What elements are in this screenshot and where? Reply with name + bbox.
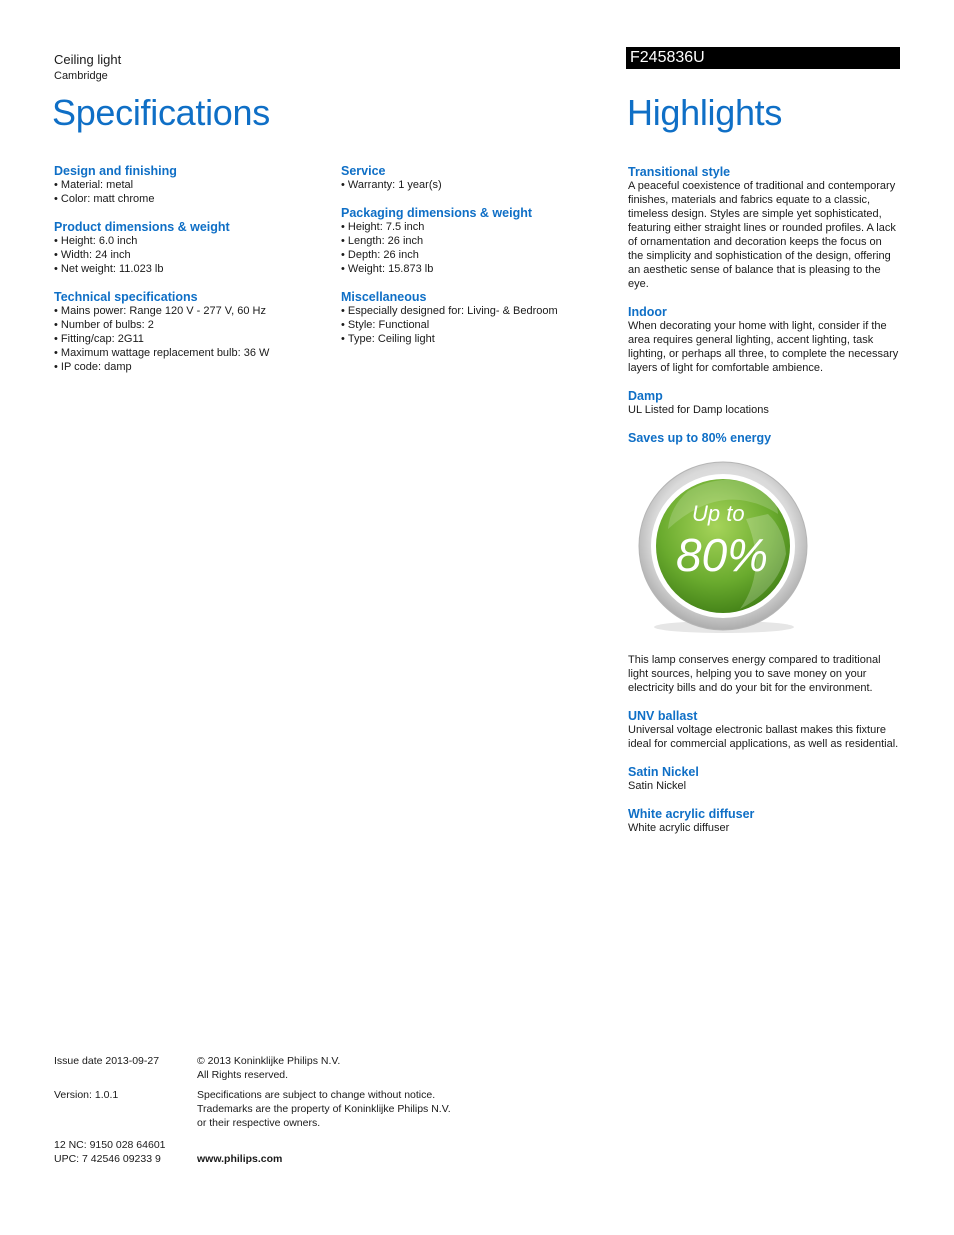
highlight-title: White acrylic diffuser <box>628 807 755 821</box>
specs-column-2 <box>341 164 601 346</box>
spec-item: • Maximum wattage replacement bulb: 36 W <box>54 346 324 360</box>
spec-item: • Length: 26 inch <box>341 234 601 248</box>
highlight-title: Damp <box>628 389 663 403</box>
spec-section-title: Design and finishing <box>54 164 177 178</box>
spec-list <box>54 178 324 206</box>
spec-item: • Type: Ceiling light <box>341 332 601 346</box>
specifications-title: Specifications <box>52 92 270 133</box>
spec-section-title: Service <box>341 164 386 178</box>
product-type: Ceiling light <box>54 52 122 67</box>
highlights-title: Highlights <box>627 92 783 133</box>
issue-date: Issue date 2013-09-27 <box>54 1055 160 1067</box>
highlight-text: Universal voltage electronic ballast makes this fixture ideal for commercial applications, as well as residential. <box>628 724 899 750</box>
highlight-title: Transitional style <box>628 165 731 179</box>
spec-item: • Style: Functional <box>341 318 601 332</box>
spec-item: • Height: 7.5 inch <box>341 220 601 234</box>
spec-item: • Weight: 15.873 lb <box>341 262 601 276</box>
energy-badge <box>628 459 818 639</box>
specs-column-1 <box>54 164 324 374</box>
highlight-text: Satin Nickel <box>628 780 687 792</box>
badge-up-to-text: Up to <box>692 501 745 526</box>
highlight-text: White acrylic diffuser <box>628 822 730 834</box>
energy-badge-icon <box>628 459 818 639</box>
highlight-text: When decorating your home with light, consider if the area requires general lighting, accent lighting, task lighting, or perhaps all three, to complete the necessary layers of light for comfortable ambience. <box>628 320 899 374</box>
spec-list <box>341 220 601 276</box>
spec-section-title: Miscellaneous <box>341 290 427 304</box>
spec-item: • Warranty: 1 year(s) <box>341 178 601 192</box>
nc-code: 12 NC: 9150 028 64601 <box>54 1139 166 1151</box>
upc-code: UPC: 7 42546 09233 9 <box>54 1153 161 1165</box>
highlight-title: Satin Nickel <box>628 765 699 779</box>
highlight-title: Saves up to 80% energy <box>628 431 772 445</box>
spec-item: • Color: matt chrome <box>54 192 324 206</box>
spec-item: • Fitting/cap: 2G11 <box>54 332 324 346</box>
spec-section-title: Product dimensions & weight <box>54 220 230 234</box>
copyright-line-1: © 2013 Koninklijke Philips N.V. <box>197 1055 341 1067</box>
spec-list <box>341 178 601 192</box>
highlights-column <box>628 165 900 835</box>
spec-item: • Width: 24 inch <box>54 248 324 262</box>
spec-item: • Depth: 26 inch <box>341 248 601 262</box>
spec-item: • Mains power: Range 120 V - 277 V, 60 Hz <box>54 304 324 318</box>
spec-item: • Number of bulbs: 2 <box>54 318 324 332</box>
spec-item: • IP code: damp <box>54 360 324 374</box>
spec-list <box>341 304 601 346</box>
spec-section-title: Packaging dimensions & weight <box>341 206 533 220</box>
spec-item: • Material: metal <box>54 178 324 192</box>
highlight-text: UL Listed for Damp locations <box>628 404 769 416</box>
spec-section-title: Technical specifications <box>54 290 198 304</box>
model-number-bar: F245836U <box>626 47 900 69</box>
version: Version: 1.0.1 <box>54 1089 119 1101</box>
highlight-title: Indoor <box>628 305 667 319</box>
website-link[interactable]: www.philips.com <box>197 1153 283 1165</box>
spec-list <box>54 304 324 374</box>
copyright-line-2: All Rights reserved. <box>197 1069 289 1081</box>
highlight-text: A peaceful coexistence of traditional and contemporary finishes, materials and fabrics equate to a classic, timeless design. Styles are simple yet sophisticated, featuring either straight lines or rounded profiles. A lack of ornamentation and decoration keeps the focus on the simplicity and sophistication of the design, offering an aesthetic sense of balance that is pleasing to the eye. <box>628 180 896 290</box>
badge-percent-text: 80% <box>676 529 769 581</box>
notice-line-3: or their respective owners. <box>197 1117 321 1129</box>
spec-item: • Net weight: 11.023 lb <box>54 262 324 276</box>
spec-list <box>54 234 324 276</box>
product-name: Cambridge <box>54 70 108 82</box>
spec-item: • Height: 6.0 inch <box>54 234 324 248</box>
notice-line-2: Trademarks are the property of Koninklijke Philips N.V. <box>197 1103 451 1115</box>
spec-item: • Especially designed for: Living- & Bedroom <box>341 304 601 318</box>
highlight-title: UNV ballast <box>628 709 698 723</box>
highlight-text: This lamp conserves energy compared to traditional light sources, helping you to save money on your electricity bills and do your bit for the environment. <box>628 654 881 694</box>
notice-line-1: Specifications are subject to change without notice. <box>197 1089 436 1101</box>
